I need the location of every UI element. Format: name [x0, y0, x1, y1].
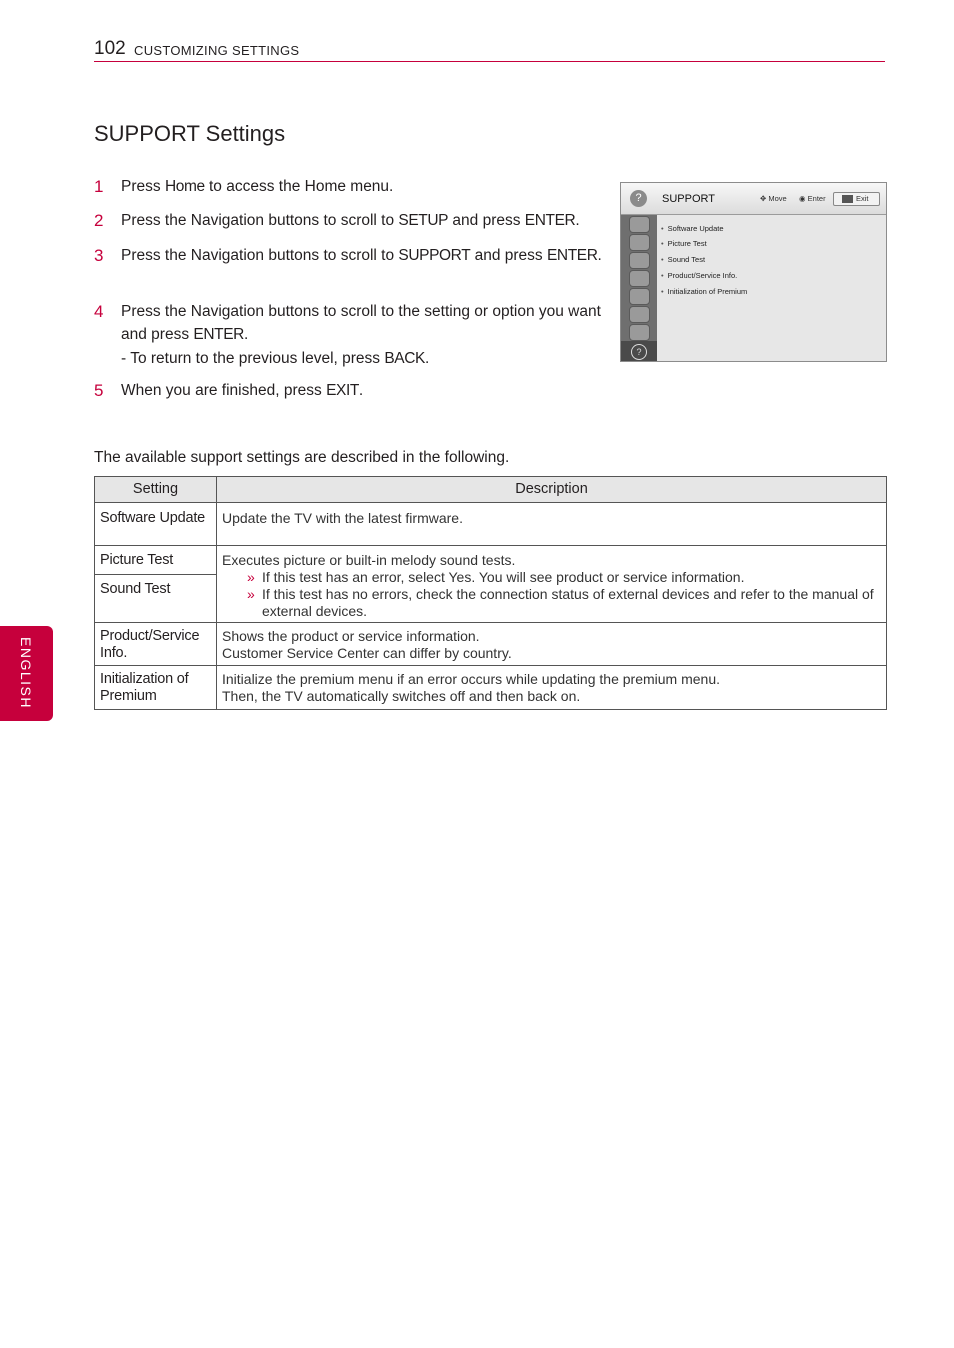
step-text: Press the Navigation buttons to scroll to SUPPORT and press ENTER.	[121, 247, 602, 264]
table-row	[95, 503, 887, 546]
language-label: ENGLISH	[18, 637, 34, 709]
language-side-tab	[0, 626, 53, 721]
bullet-item: » If this test has an error, select Yes. You will see product or service information.	[247, 569, 745, 585]
support-settings-table	[94, 476, 887, 710]
key-home: Home	[164, 178, 205, 195]
step-note: - To return to the previous level, press BACK.	[121, 350, 430, 367]
support-icon: ?	[631, 344, 647, 360]
tv-menu-item: • Software Update	[661, 224, 724, 233]
header-divider	[94, 61, 885, 62]
step-number: 4	[94, 302, 104, 321]
tv-move-hint: ✥ Move	[760, 194, 787, 203]
section-title: CUSTOMIZING SETTINGS	[134, 43, 300, 58]
page-number: 102	[94, 38, 126, 59]
step-text: Press the Navigation buttons to scroll to SETUP and press ENTER.	[121, 212, 580, 229]
setting-cell: Sound Test	[95, 575, 217, 623]
lock-menu-icon	[629, 288, 650, 305]
key-exit: EXIT	[326, 382, 359, 399]
table-row	[95, 546, 887, 575]
description-cell: Update the TV with the latest firmware.	[217, 503, 887, 546]
chevron-bullet-icon: »	[247, 586, 255, 602]
step-text: Press Home to access the Home menu.	[121, 178, 394, 195]
column-header-setting: Setting	[95, 477, 217, 503]
setting-cell: Product/Service Info.	[95, 623, 217, 666]
key-support: SUPPORT	[398, 247, 471, 264]
step-number: 1	[94, 177, 104, 196]
step-text: When you are finished, press EXIT.	[121, 382, 364, 399]
tv-menu-item: • Product/Service Info.	[661, 271, 738, 280]
tv-support-menu-screenshot	[620, 182, 887, 362]
enter-dot-icon: ◉	[799, 194, 808, 203]
chevron-bullet-icon: »	[247, 569, 255, 585]
column-header-description: Description	[217, 477, 887, 503]
input-menu-icon	[629, 324, 650, 341]
setting-cell: Picture Test	[95, 546, 217, 575]
option-menu-icon	[629, 306, 650, 323]
description-cell: Executes picture or built-in melody sound tests. » If this test has an error, select Yes. You will see product or service information. » If this test has no errors, check the connection status of external devices and refer to the manual of external devices.	[217, 546, 887, 623]
table-header-row	[95, 477, 887, 503]
tv-menu-icon	[629, 234, 650, 251]
tv-menu-item: • Picture Test	[661, 239, 707, 248]
step-number: 2	[94, 211, 104, 230]
time-menu-icon	[629, 270, 650, 287]
key-back: BACK	[384, 350, 425, 367]
key-enter: ENTER	[524, 212, 576, 229]
description-cell: Shows the product or service information. Customer Service Center can differ by country.	[217, 623, 887, 666]
step-number: 3	[94, 246, 104, 265]
step-number: 5	[94, 381, 104, 400]
picture-menu-icon	[629, 216, 650, 233]
step-3	[94, 244, 614, 267]
page-heading: SUPPORT Settings	[94, 121, 286, 146]
step-4	[94, 300, 614, 370]
key-enter: ENTER	[546, 247, 598, 264]
tv-menu-title: SUPPORT	[662, 193, 715, 205]
intro-text: The available support settings are described in the following.	[94, 449, 510, 466]
move-arrows-icon: ✥	[760, 194, 769, 203]
setting-cell: Software Update	[95, 503, 217, 546]
step-text: Press the Navigation buttons to scroll to the setting or option you want and press ENTER.	[121, 303, 601, 343]
key-setup: SETUP	[398, 212, 449, 229]
key-enter: ENTER	[193, 326, 244, 343]
description-cell: Initialize the premium menu if an error occurs while updating the premium menu. Then, the TV automatically switches off and then back on.	[217, 666, 887, 710]
setting-cell: Initialization of Premium	[95, 666, 217, 710]
step-2	[94, 209, 614, 232]
help-icon: ?	[630, 190, 647, 207]
tv-menu-title-bar	[621, 183, 886, 215]
table-row	[95, 623, 887, 666]
tv-enter-hint: ◉ Enter	[799, 194, 826, 203]
table-row	[95, 666, 887, 710]
support-menu-selected	[621, 341, 657, 361]
audio-menu-icon	[629, 252, 650, 269]
tv-menu-item: • Initialization of Premium	[661, 287, 748, 296]
bullet-item: » If this test has no errors, check the connection status of external devices and refer to the manual of external devices.	[247, 586, 874, 619]
tv-menu-item: • Sound Test	[661, 255, 706, 264]
exit-key-icon	[842, 195, 853, 203]
step-5	[94, 379, 614, 402]
step-1	[94, 175, 614, 198]
tv-exit-hint: Exit	[833, 192, 880, 206]
